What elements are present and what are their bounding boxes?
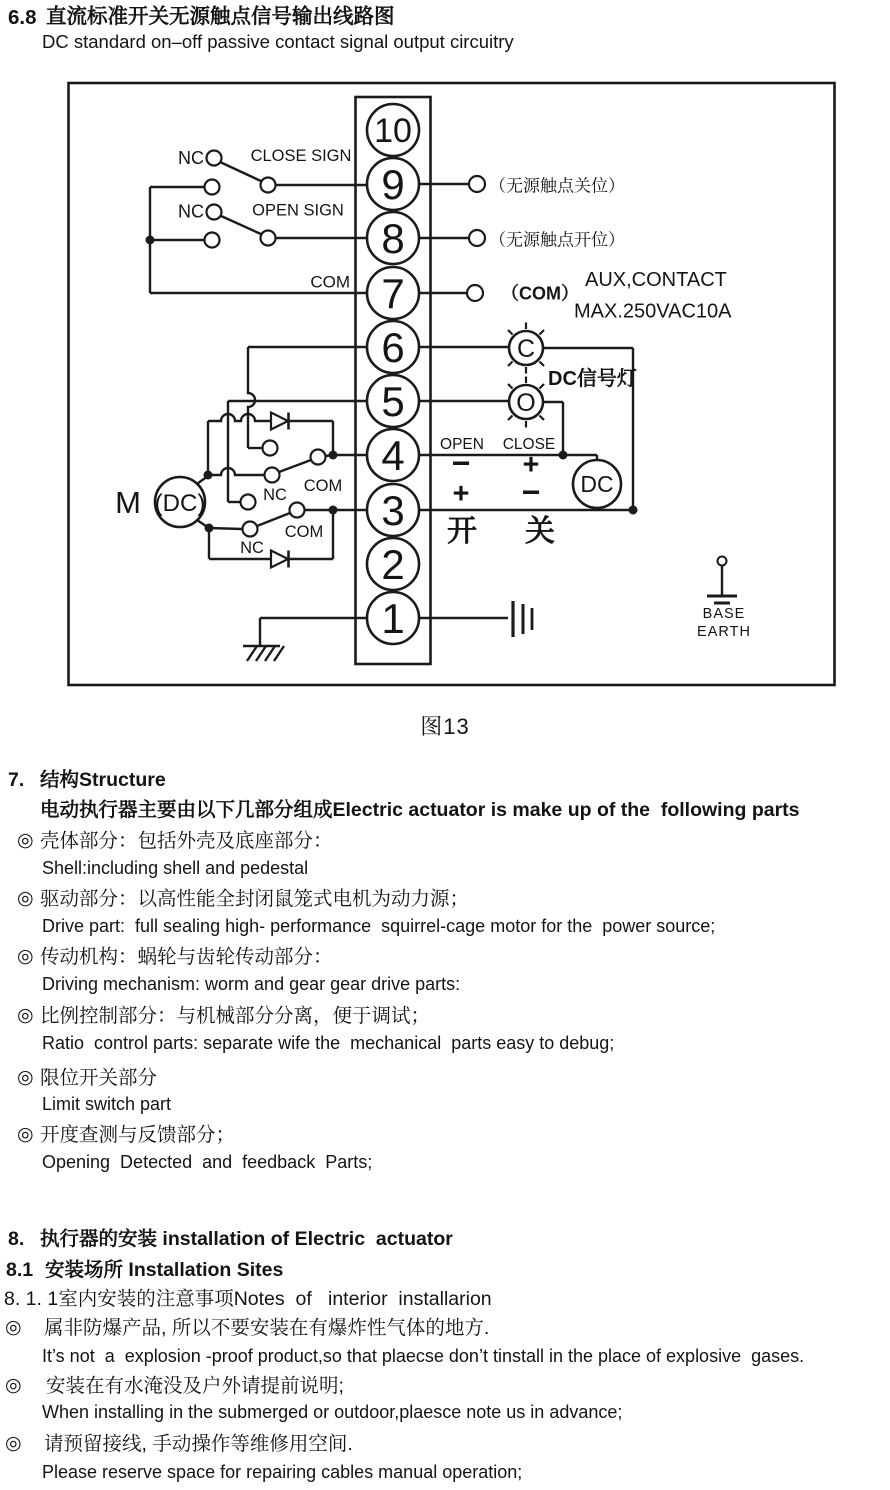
plus-sign-close: + [522,449,540,481]
s8-1-number: 8.1 [6,1259,34,1281]
bullet-icon: ◎ [5,1375,22,1396]
s7-item-4-en: Ratio control parts: separate wife the mechanical parts easy to debug; [42,1033,615,1053]
diode-icon [271,413,288,430]
kai-label: 开 [447,515,477,548]
s7-item-1-en: Shell:including shell and pedestal [42,858,309,878]
s7-item-4-zh: 比例控制部分：与机械部分分离，便于调试； [40,1005,431,1027]
bullet-icon: ◎ [17,1005,34,1026]
max-rating-label: MAX.250VAC10A [574,300,732,323]
terminal-5: 5 [381,378,405,425]
wiring-diagram [0,0,890,700]
terminal-6: 6 [381,324,405,371]
chassis-ground-icon [513,601,532,637]
s8-item-2-en: When installing in the submerged or outdoor,plaesce note us in advance; [42,1402,623,1422]
bullet-icon: ◎ [5,1433,22,1454]
s7-item-1-zh: 壳体部分：包括外壳及底座部分： [40,830,333,852]
terminal-9: 9 [381,161,405,208]
s7-item-2-en: Drive part: full sealing high- performance squirrel-cage motor for the power source; [42,916,716,936]
passive-close-label: （无源触点关位） [489,176,625,196]
s8-1-title: 安装场所 Installation Sites [45,1259,284,1281]
nc-label-close: NC [178,148,204,168]
guan-label: 关 [525,515,555,548]
figure-caption: 图13 [420,714,470,739]
section-6-8-title-en: DC standard on–off passive contact signal output circuitry [42,31,514,52]
s7-item-5-en: Limit switch part [42,1094,172,1114]
diode-icon [271,551,288,568]
earth-ground-icon [243,646,284,661]
s7-item-3-en: Driving mechanism: worm and gear gear drive parts: [42,974,461,994]
bullet-icon: ◎ [17,830,34,851]
nc-label-upper-switch: NC [263,486,287,504]
motor-m-label: M [115,485,141,520]
base-earth-icon [707,557,737,604]
s7-item-6-en: Opening Detected and feedback Parts; [42,1152,373,1172]
close-sign-label: CLOSE SIGN [250,147,352,165]
s8-title: 执行器的安装 installation of Electric actuator [40,1228,453,1250]
com-label-lower-switch: COM [284,523,324,541]
nc-label-lower-switch: NC [240,539,264,557]
lamp-c-letter: C [516,335,536,363]
dc-source-label: DC [580,471,614,497]
earth-label: EARTH [697,624,751,640]
com-label-t7: COM [310,272,350,292]
s8-item-3-en: Please reserve space for repairing cables manual operation; [42,1462,523,1482]
s7-intro: 电动执行器主要由以下几部分组成Electric actuator is make up of the following parts [40,799,800,821]
bullet-icon: ◎ [17,1067,34,1088]
s7-number: 7. [8,769,25,791]
minus-sign-close: − [521,474,541,510]
s7-item-3-zh: 传动机构：蜗轮与齿轮传动部分： [40,946,333,968]
terminal-4: 4 [381,432,405,479]
switch-contacts [205,151,486,537]
s8-item-1-zh: 属非防爆产品, 所以不要安装在有爆炸性气体的地方. [44,1317,490,1339]
com-label-upper-switch: COM [303,477,343,495]
bullet-icon: ◎ [17,888,34,909]
motor-dc-label: (DC) [154,490,206,517]
close-column-label: CLOSE [502,436,556,453]
section-6-8-title-zh: 直流标准开关无源触点信号输出线路图 [46,5,395,28]
s8-1-1-line: 8. 1. 1室内安装的注意事项Notes of interior installarion [4,1288,492,1310]
s8-item-1-en: It’s not a explosion -proof product,so that plaecse don’t tinstall in the place of explosive gases. [42,1346,805,1366]
s7-item-6-zh: 开度查测与反馈部分； [40,1124,236,1146]
dc-signal-lamp-label: DC信号灯 [548,368,637,390]
open-column-label: OPEN [440,436,484,453]
terminal-8: 8 [381,215,405,262]
bullet-icon: ◎ [17,1124,34,1145]
lamp-o-letter: O [516,389,536,417]
bullet-icon: ◎ [5,1317,22,1338]
s7-item-2-zh: 驱动部分：以高性能全封闭鼠笼式电机为动力源； [40,888,470,910]
minus-sign-open: − [451,445,471,481]
s8-item-2-zh: 安装在有水淹没及户外请提前说明; [46,1375,344,1397]
terminal-10: 10 [374,112,412,150]
open-sign-label: OPEN SIGN [252,201,344,220]
s8-item-3-zh: 请预留接线, 手动操作等维修用空间. [44,1433,353,1455]
aux-contact-label: AUX,CONTACT [585,269,727,291]
base-label: BASE [702,606,746,622]
plus-sign-open: + [452,478,470,510]
s8-number: 8. [8,1228,25,1250]
bullet-icon: ◎ [17,946,34,967]
terminal-2: 2 [381,541,405,588]
s7-item-5-zh: 限位开关部分 [40,1067,158,1089]
terminal-3: 3 [381,487,405,534]
section-6-8-number: 6.8 [8,6,37,29]
terminal-7: 7 [381,270,405,317]
terminal-1: 1 [381,595,405,642]
passive-open-label: （无源触点开位） [489,230,625,250]
s7-title: 结构Structure [40,769,166,791]
com-bracket-label: （COM） [501,283,579,304]
nc-label-open: NC [178,201,204,222]
